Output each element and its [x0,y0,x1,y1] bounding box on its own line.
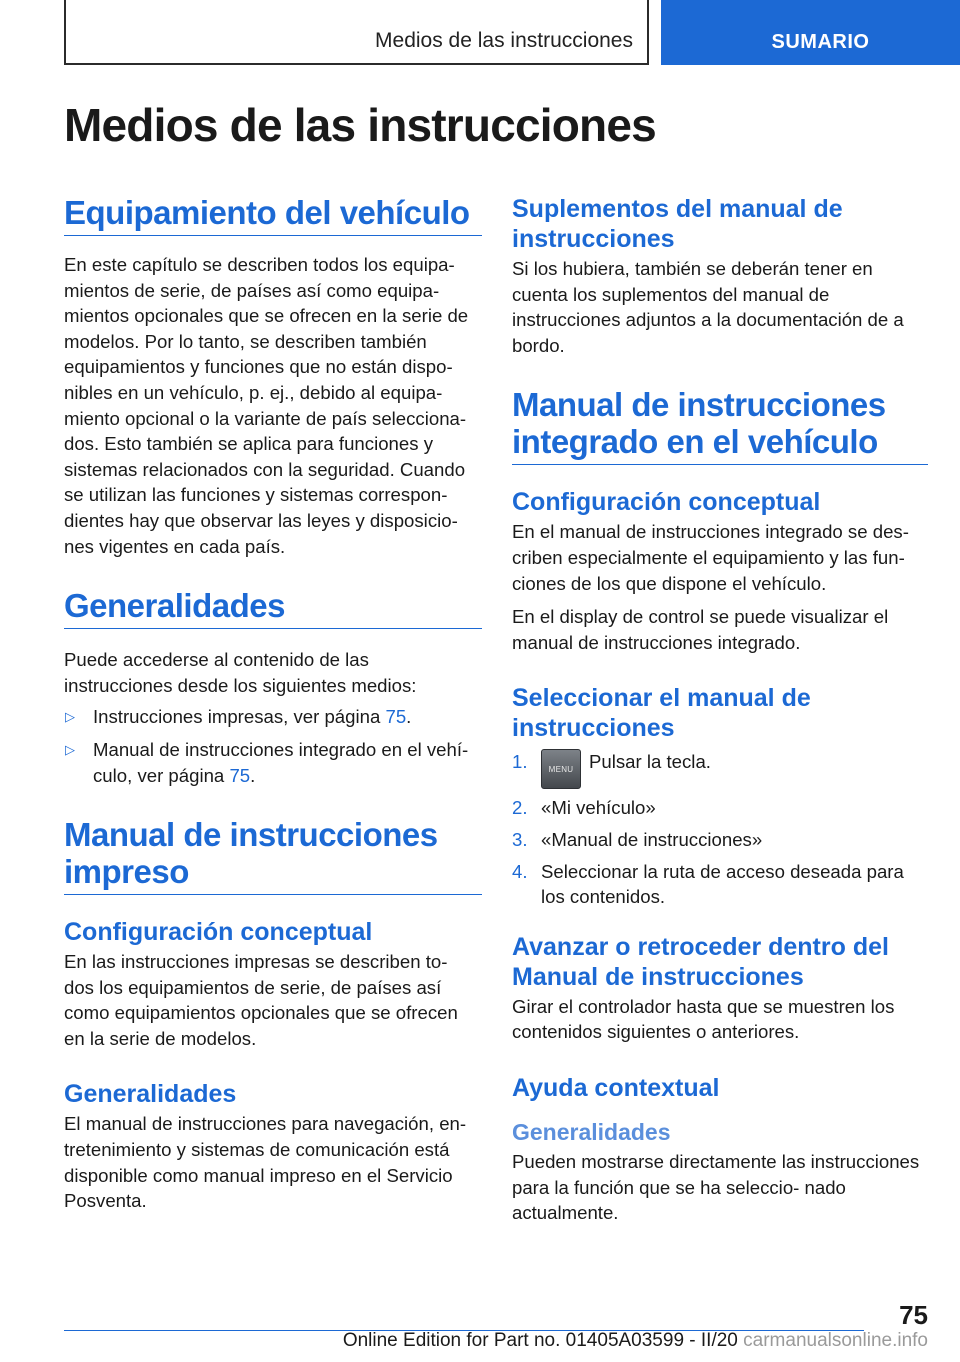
footer-edition: Online Edition for Part no. 01405A03599 - II/20 carmanualsonline.info [342,1330,928,1351]
sumario-button-label: SUMARIO [771,31,870,53]
steps-list [512,749,928,909]
paragraph-ayuda: Pueden mostrarse directamente las instrucciones para la función que se ha seleccio- nado actualmente. [512,1150,920,1224]
subheading-generalidades-ayuda: Generalidades [512,1118,671,1145]
paragraph-configuracion: En las instrucciones impresas se describen to- dos los equipamientos de serie, de países así como equipamientos opcionales que se ofrecen en la serie de modelos. [64,951,458,1049]
paragraph-generalidades: Puede accederse al contenido de las instrucciones desde los siguientes medios: [64,649,417,696]
list-item: 3. «Manual de instrucciones» [512,828,763,850]
triangle-bullet-icon: ▷ [65,709,75,725]
subheading-configuracion: Configuración conceptual [64,918,373,947]
menu-key-icon: MENU [541,749,581,789]
heading-equipamiento: Equipamiento del vehículo [64,194,482,236]
paragraph-suplementos: Si los hubiera, también se deberán tener en cuenta los suplementos del manual de instrucciones adjuntos a la documentación de a bordo. [512,258,904,356]
subheading-configuracion-integrado: Configuración conceptual [512,488,821,517]
list-item: 1. MENU Pulsar la tecla. [512,749,928,789]
list-item: 4. Seleccionar la ruta de acceso deseada para los contenidos. [512,860,904,908]
sumario-button[interactable] [661,0,960,65]
heading-manual-impreso: Manual de instrucciones impreso [64,816,482,895]
header-section-label: Medios de las instrucciones [375,29,633,52]
list-item: ▷ Manual de instrucciones integrado en el vehí- culo, ver página 75. [65,738,469,786]
paragraph-configuracion-integrado: En el manual de instrucciones integrado se des- criben especialmente el equipamiento y las fun- ciones de los que dispone el vehículo. [512,521,909,594]
subheading-suplementos: Suplementos del manual de instrucciones [512,195,843,253]
paragraph-generalidades-impreso: El manual de instrucciones para navegación, en- tretenimiento y sistemas de comunicación está disponible como manual impreso en el Servicio Posventa. [64,1113,467,1212]
right-column [512,194,928,1226]
subheading-generalidades: Generalidades [64,1080,237,1109]
media-list [64,704,482,788]
page-number: 75 [899,1300,928,1330]
watermark-text: carmanualsonline.info [737,1330,928,1351]
subheading-seleccionar: Seleccionar el manual de instrucciones [512,684,811,743]
subheading-ayuda: Ayuda contextual [512,1073,720,1102]
page-link[interactable]: 75 [229,764,251,786]
paragraph-equipamiento: En este capítulo se describen todos los equipa- mientos de serie, de países así como equipa- mientos opcionales que se ofrecen en la serie de modelos. Por lo tanto, se describen también equipamientos y funciones que no están dispo- nibles en un vehículo, p. ej., debido al equipa- miento opcional o la variante de país selecciona- dos. Esto también se aplica para funciones y sistemas relacionados con la seguridad. Cuando se utilizan las funciones y sistemas correspon- dientes hay que observar las leyes y disposicio- nes vigentes en cada país. [64,254,469,557]
paragraph-display: En el display de control se puede visualizar el manual de instrucciones integrado. [512,606,889,653]
list-item: 2. «Mi vehículo» [512,797,656,819]
left-column [64,194,482,1214]
page-link[interactable]: 75 [385,706,407,728]
triangle-bullet-icon: ▷ [65,741,75,757]
paragraph-avanzar: Girar el controlador hasta que se muestren los contenidos siguientes o anteriores. [512,995,895,1043]
list-item: ▷ Instrucciones impresas, ver página 75. [64,704,482,730]
heading-generalidades: Generalidades [64,587,482,629]
page-title: Medios de las instrucciones [64,99,656,151]
header-section-tab [64,0,649,65]
heading-manual-integrado: Manual de instrucciones integrado en el vehículo [512,386,928,465]
subheading-avanzar: Avanzar o retroceder dentro del Manual de instrucciones [512,932,889,991]
